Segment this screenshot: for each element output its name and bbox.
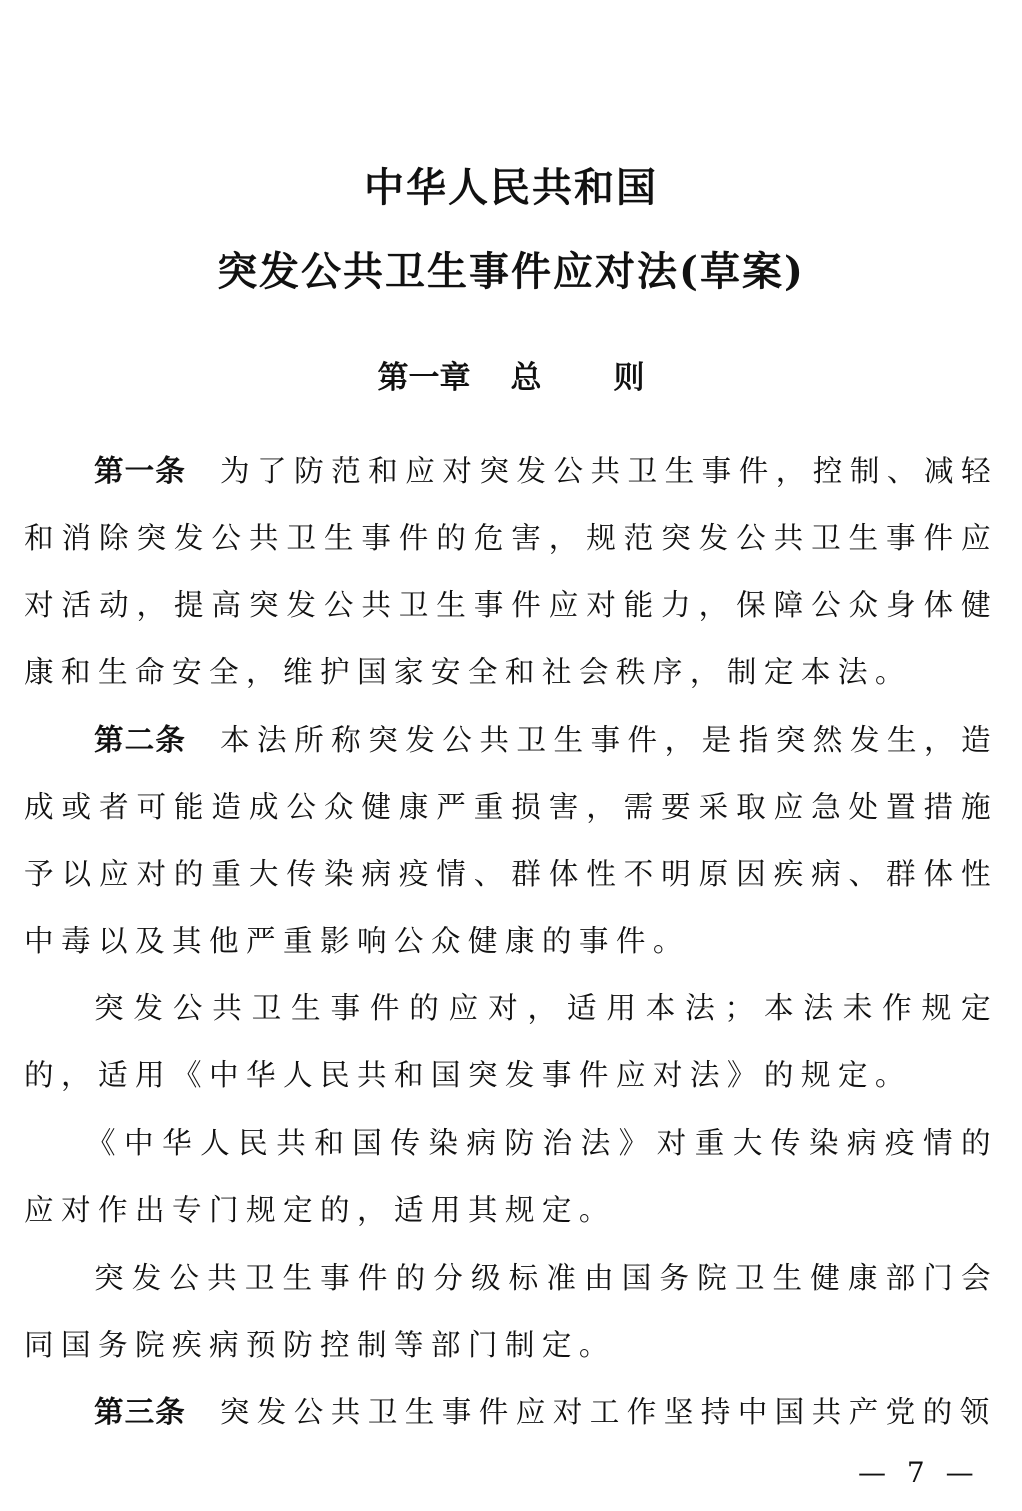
title-line-1: 中华人民共和国 <box>364 164 658 211</box>
article-1 <box>24 438 998 706</box>
article-1-text: 为了防范和应对突发公共卫生事件，控制、减轻和消除突发公共卫生事件的危害，规范突发公共卫生事件应对活动，提高突发公共卫生事件应对能力，保障公众身体健康和生命安全，维护国家安全和社会秩序，制定本法。 <box>24 454 999 689</box>
article-2-label: 第二条 <box>94 723 186 757</box>
article-2-text: 本法所称突发公共卫生事件，是指突然发生，造成或者可能造成公众健康严重损害，需要采取应急处置措施予以应对的重大传染病疫情、群体性不明原因疾病、群体性中毒以及其他严重影响公众健康的事件。 <box>24 723 999 958</box>
chapter-name-part2: 则 <box>613 360 645 396</box>
paragraph-grading-standard: 突发公共卫生事件的分级标准由国务院卫生健康部门会同国务院疾病预防控制等部门制定。 <box>24 1261 998 1362</box>
article-3-text: 突发公共卫生事件应对工作坚持中国共产党的领 <box>219 1395 997 1429</box>
chapter-number: 第一章 <box>377 360 471 396</box>
article-1-label: 第一条 <box>94 454 186 488</box>
paragraph-infectious-disease-law: 《中华人民共和国传染病防治法》对重大传染病疫情的应对作出专门规定的，适用其规定。 <box>24 1126 998 1227</box>
chapter-name-part1: 总 <box>510 360 542 396</box>
article-2 <box>24 707 998 975</box>
article-3-label: 第三条 <box>94 1395 186 1429</box>
page-number: — 7 — <box>858 1456 980 1489</box>
title-line-2: 突发公共卫生事件应对法(草案) <box>217 248 805 295</box>
article-3 <box>24 1379 998 1446</box>
chapter-heading <box>0 352 1022 397</box>
paragraph-applicability: 突发公共卫生事件的应对，适用本法；本法未作规定的，适用《中华人民共和国突发事件应对法》的规定。 <box>24 991 998 1092</box>
